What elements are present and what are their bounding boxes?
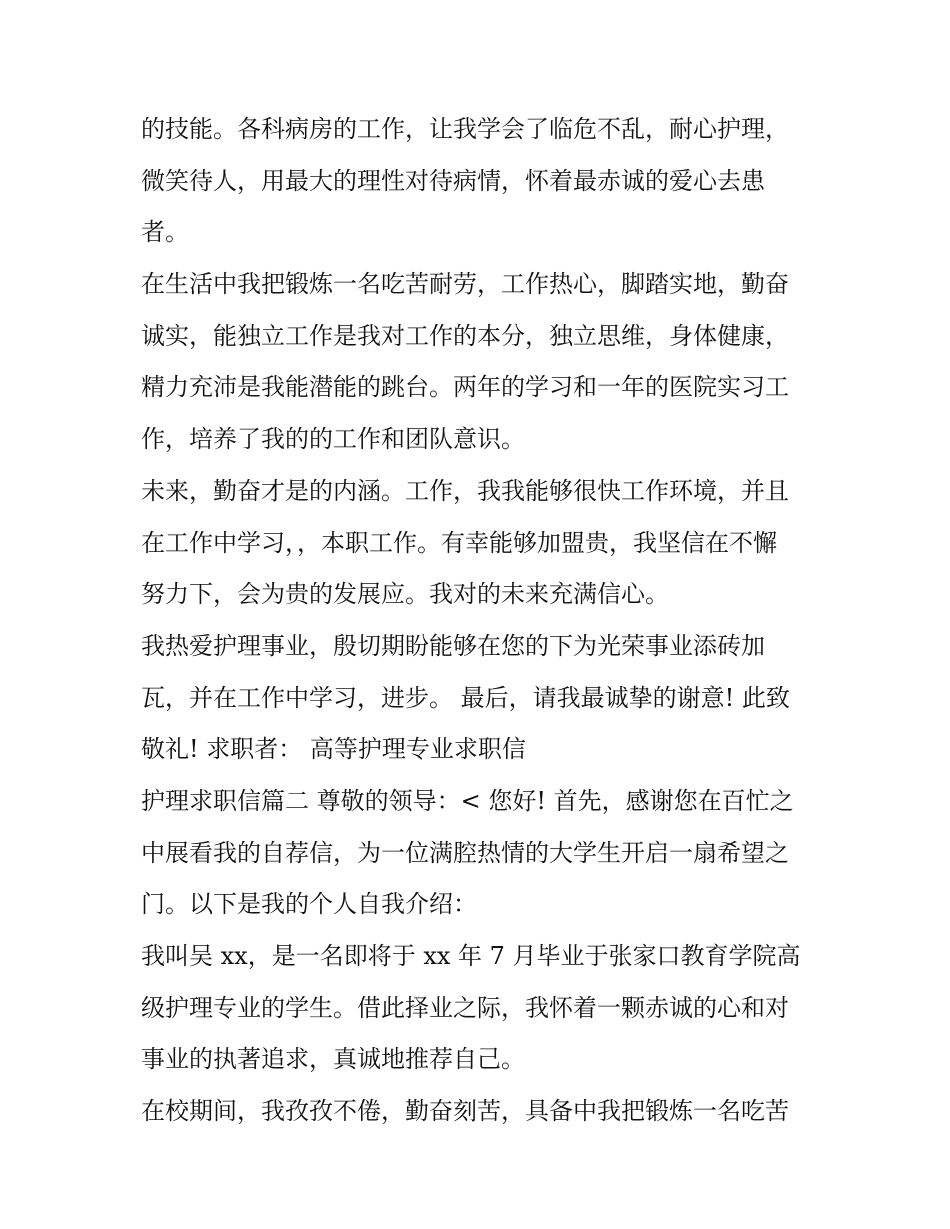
text-line: 门。以下是我的个人自我介绍： [141,890,477,919]
body-text [141,104,821,1138]
text-line: 在工作中学习，，本职工作。有幸能够加盟贵，我坚信在不懈 [141,528,777,557]
text-line: 中展看我的自荐信，为一位满腔热情的大学生开启一扇希望之 [141,838,789,867]
text-line: 我热爱护理事业，殷切期盼能够在您的下为光荣事业添砖加 [141,631,765,660]
text-line: 者。 [141,218,189,247]
text-line: 努力下，会为贵的发展应。我对的未来充满信心。 [141,580,669,609]
text-line: 在校期间，我孜孜不倦，勤奋刻苦，具备中我把锻炼一名吃苦 [141,1097,789,1126]
text-line: 级护理专业的学生。借此择业之际，我怀着一颗赤诚的心和对 [141,993,789,1022]
text-line: 未来，勤奋才是的内涵。工作，我我能够很快工作环境，并且 [141,476,789,505]
text-line: 诚实，能独立工作是我对工作的本分，独立思维，身体健康， [141,321,789,350]
text-line: 的技能。各科病房的工作，让我学会了临危不乱，耐心护理， [141,115,789,143]
text-line: 在生活中我把锻炼一名吃苦耐劳，工作热心，脚踏实地，勤奋 [141,270,789,299]
text-line: 事业的执著追求，真诚地推荐自己。 [141,1045,525,1074]
text-line: 护理求职信篇二 尊敬的领导：< 您好! 首先，感谢您在百忙之 [141,786,794,815]
text-line: 作，培养了我的的工作和团队意识。 [141,425,525,454]
text-line: 我叫吴 xx，是一名即将于 xx 年 7 月毕业于张家口教育学院高 [141,942,801,970]
text-line: 敬礼! 求职者： 高等护理专业求职信 [141,735,526,764]
text-line: 微笑待人，用最大的理性对待病情，怀着最赤诚的爱心去患 [141,166,765,195]
text-line: 精力充沛是我能潜能的跳台。两年的学习和一年的医院实习工 [141,373,789,402]
text-line: 瓦，并在工作中学习，进步。 最后，请我最诚挚的谢意! 此致 [141,683,790,712]
